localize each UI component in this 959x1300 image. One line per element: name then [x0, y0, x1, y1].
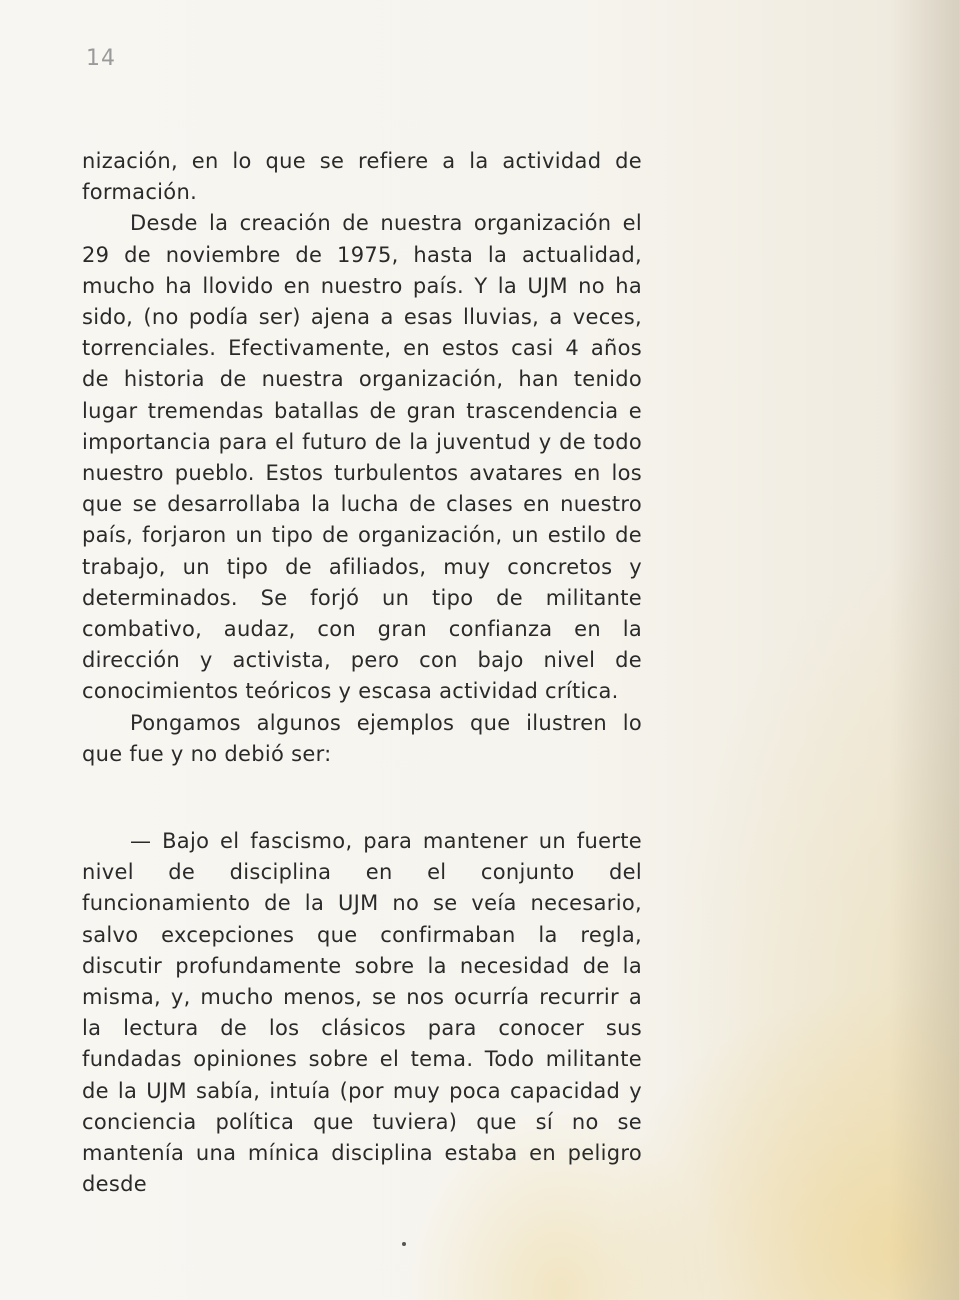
ink-speck	[402, 1242, 406, 1246]
paragraph-continuation: nización, en lo que se refiere a la actividad de formación.	[82, 149, 642, 205]
page-edge-shadow	[889, 0, 959, 1300]
body-text	[82, 146, 642, 1201]
page-number: 14	[86, 46, 116, 71]
paragraph-gap	[82, 770, 642, 826]
paragraph-fascism-example: — Bajo el fascismo, para mantener un fuerte nivel de disciplina en el conjunto del funcionamiento de la UJM no se veía necesario, salvo excepciones que confirmaban la regla, discutir profundamente sobre la necesidad de la misma, y, mucho menos, se nos ocurría recurrir a la lectura de los clásicos para conocer sus fundadas opiniones sobre el tema. Todo militante de la UJM sabía, intuía (por muy poca capacidad y conciencia política que tuviera) que sí no se mantenía una mínica disciplina estaba en peligro desde	[82, 829, 642, 1197]
paragraph-examples-intro: Pongamos algunos ejemplos que ilustren lo que fue y no debió ser:	[82, 710, 642, 766]
paragraph-history: Desde la creación de nuestra organización el 29 de noviembre de 1975, hasta la actualidad, mucho ha llovido en nuestro país. Y la UJM no ha sido, (no podía ser) ajena a esas lluvias, a veces, torrenciales. Efectivamente, en estos casi 4 años de historia de nuestra organización, han tenido lugar tremendas batallas de gran trascendencia e importancia para el futuro de la juventud y de todo nuestro pueblo. Estos turbulentos avatares en los que se desarrollaba la lucha de clases en nuestro país, forjaron un tipo de organización, un estilo de trabajo, un tipo de afiliados, muy concretos y determinados. Se forjó un tipo de militante combativo, audaz, con gran confianza en la dirección y activista, pero con bajo nivel de conocimientos teóricos y escasa actividad crítica.	[82, 211, 642, 704]
